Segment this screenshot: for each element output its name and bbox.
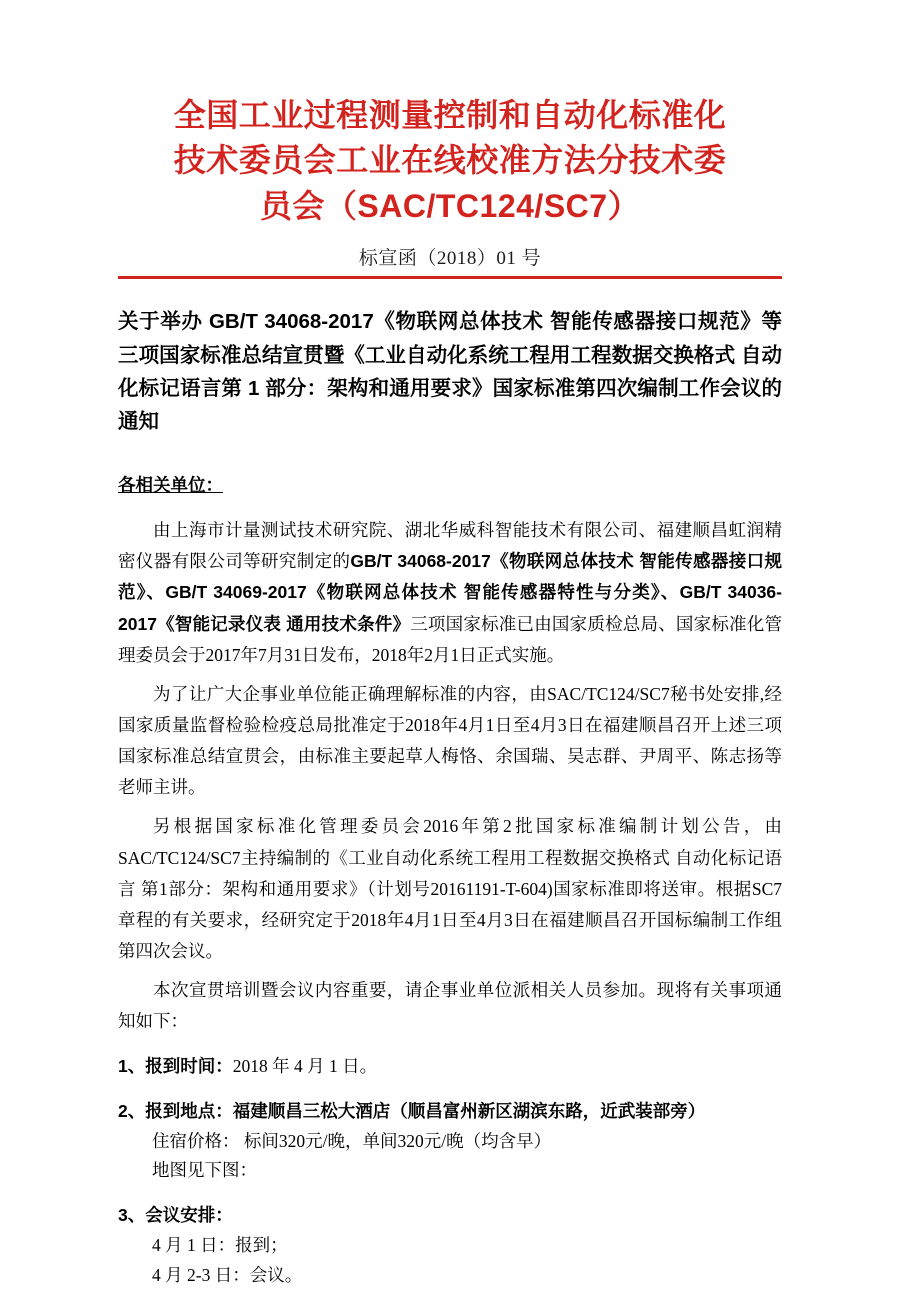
list-item-sub: 住宿价格： 标间320元/晚，单间320元/晚（均含早）: [152, 1127, 782, 1157]
list-item: [118, 1051, 782, 1082]
paragraph-run: GB/T 34068-2017《物联网总体技术 智能传感器接口规范》、GB/T 34069-2017《物联网总体技术 智能传感器特性与分类》、GB/T 34036-2017《智能记录仪表 通用技术条件》: [118, 551, 782, 633]
list-item-sub: 地图见下图：: [152, 1156, 782, 1186]
list-item: [118, 1200, 782, 1231]
body-paragraph: [118, 811, 782, 967]
paragraph-run: 为了让广大企事业单位能正确理解标准的内容，由SAC/TC124/SC7秘书处安排,经国家质量监督检验检疫总局批准定于2018年4月1日至4月3日在福建顺昌召开上述三项国家标准总结宣贯会，由标准主要起草人梅恪、余国瑞、吴志群、尹周平、陈志扬等老师主讲。: [118, 684, 782, 797]
salutation: 各相关单位：: [118, 472, 782, 497]
paragraph-run: 本次宣贯培训暨会议内容重要，请企事业单位派相关人员参加。现将有关事项通知如下：: [118, 980, 782, 1031]
list-item-value: 2018 年 4 月 1 日。: [233, 1056, 377, 1076]
document-number: 标宣函（2018）01 号: [118, 243, 782, 270]
list-item-label: 2、报到地点：: [118, 1101, 233, 1121]
list-item-label: 1、报到时间：: [118, 1056, 233, 1076]
body-paragraphs: [118, 515, 782, 1037]
letterhead: [118, 75, 782, 229]
list-item-sub: 4 月 1 日：报到；: [152, 1231, 782, 1261]
paragraph-run: 三项国家标准已由国家质检总局、国家标准化管理委员会于2017年7月31日发布，2018年2月1日正式实施。: [118, 614, 782, 665]
body-paragraph: [118, 515, 782, 671]
letterhead-line-1: 全国工业过程测量控制和自动化标准化: [118, 93, 782, 138]
list-item-label: 3、会议安排：: [118, 1205, 233, 1225]
body-paragraph: [118, 679, 782, 804]
list-item-value: 福建顺昌三松大酒店（顺昌富州新区湖滨东路，近武装部旁）: [233, 1101, 706, 1121]
list-item-sub: 4 月 2-3 日：会议。: [152, 1261, 782, 1290]
list-item: [118, 1096, 782, 1127]
letterhead-line-3: 员会（SAC/TC124/SC7）: [118, 184, 782, 229]
body-paragraph: [118, 975, 782, 1037]
letterhead-line-2: 技术委员会工业在线校准方法分技术委: [118, 138, 782, 183]
page-title: 关于举办 GB/T 34068-2017《物联网总体技术 智能传感器接口规范》等三项国家标准总结宣贯暨《工业自动化系统工程用工程数据交换格式 自动化标记语言第 1 部分：架构和通用要求》国家标准第四次编制工作会议的通知: [118, 305, 782, 438]
paragraph-run: 另根据国家标准化管理委员会2016年第2批国家标准编制计划公告，由SAC/TC124/SC7主持编制的《工业自动化系统工程用工程数据交换格式 自动化标记语言 第1部分：架构和通用要求》（计划号20161191-T-604)国家标准即将送审。根据SC7章程的有关要求，经研究定于2018年4月1日至4月3日在福建顺昌召开国标编制工作组第四次会议。: [118, 816, 782, 961]
numbered-items: [118, 1051, 782, 1290]
header-divider: [118, 276, 782, 279]
paragraph-run: 由上海市计量测试技术研究院、湖北华威科智能技术有限公司、福建顺昌虹润精密仪器有限公司等研究制定的: [118, 520, 782, 571]
